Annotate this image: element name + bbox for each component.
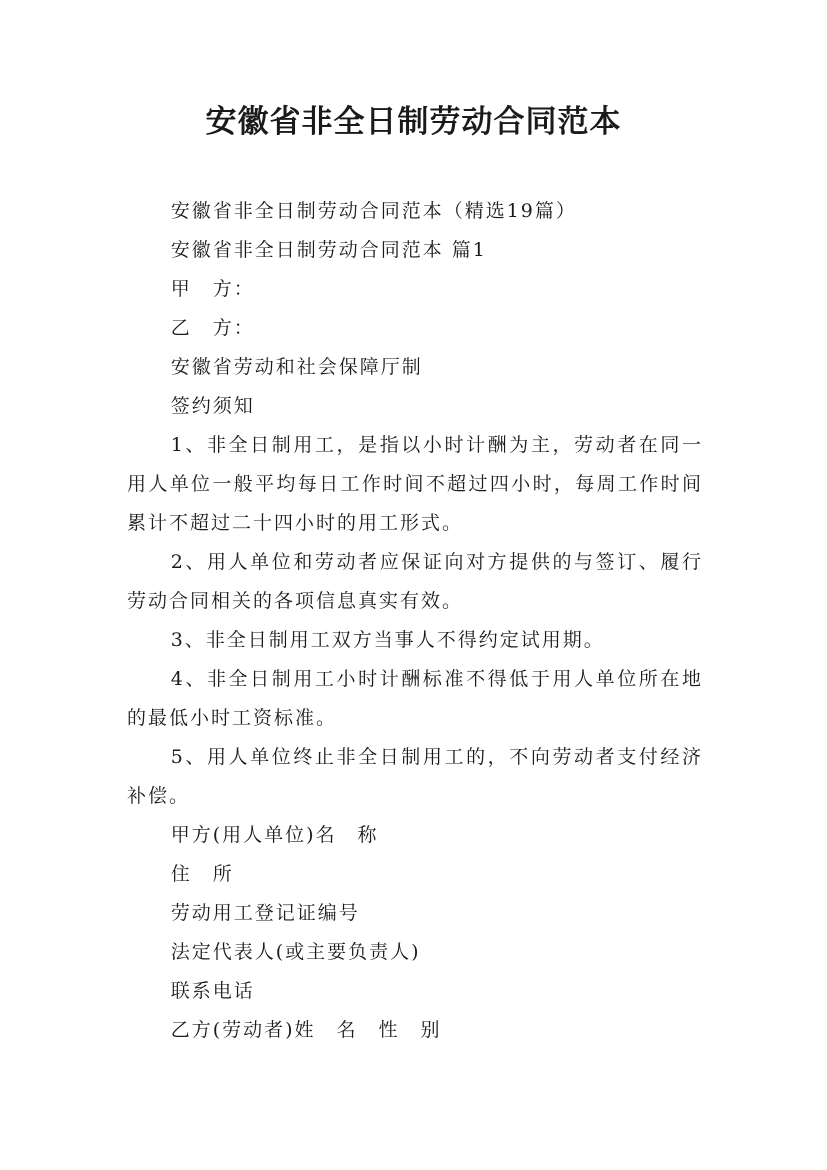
field-address: 住 所	[170, 863, 234, 885]
party-b-line: 乙 方：	[170, 317, 255, 339]
notice-item-2: 2、用人单位和劳动者应保证向对方提供的与签订、履行劳动合同相关的各项信息真实有效。	[127, 551, 703, 612]
notice-item-1: 1、非全日制用工，是指以小时计酬为主，劳动者在同一用人单位一般平均每日工作时间不超过四小时，每周工作时间累计不超过二十四小时的用工形式。	[127, 434, 703, 534]
field-party-b-name-gender: 乙方(劳动者)姓 名 性 别	[170, 1019, 442, 1041]
field-party-a-name: 甲方(用人单位)名 称	[170, 824, 379, 846]
notice-item-3: 3、非全日制用工双方当事人不得约定试用期。	[170, 629, 605, 651]
field-legal-representative: 法定代表人(或主要负责人)	[170, 941, 421, 963]
field-registration-number: 劳动用工登记证编号	[170, 902, 360, 924]
subtitle-collection: 安徽省非全日制劳动合同范本（精选19篇）	[170, 200, 577, 222]
document-body	[127, 192, 703, 1050]
section-heading: 安徽省非全日制劳动合同范本 篇1	[170, 239, 487, 261]
issuer-line: 安徽省劳动和社会保障厅制	[170, 356, 423, 378]
party-a-line: 甲 方：	[170, 278, 255, 300]
document-title: 安徽省非全日制劳动合同范本	[205, 104, 622, 140]
notice-heading: 签约须知	[170, 395, 255, 417]
field-phone: 联系电话	[170, 980, 255, 1002]
notice-item-5: 5、用人单位终止非全日制用工的，不向劳动者支付经济补偿。	[127, 746, 703, 807]
notice-item-4: 4、非全日制用工小时计酬标准不得低于用人单位所在地的最低小时工资标准。	[127, 668, 703, 729]
